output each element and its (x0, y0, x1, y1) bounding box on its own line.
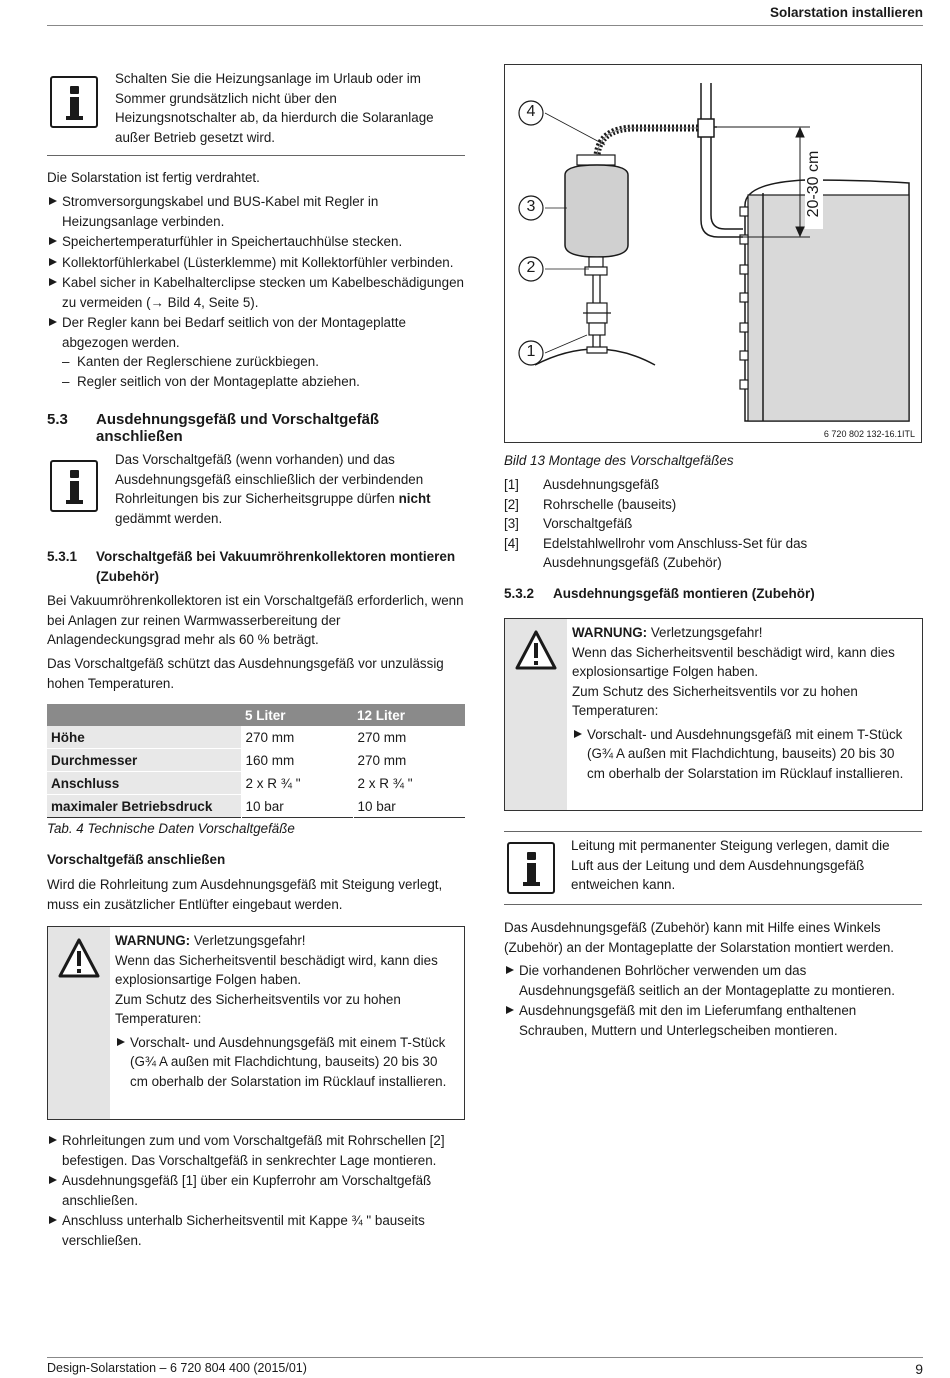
info-icon (50, 460, 98, 512)
figure-code: 6 720 802 132-16.1ITL (823, 429, 915, 439)
figure-legend (504, 475, 923, 573)
mounting-list (504, 961, 923, 1040)
list-item: Kollektorfühlerkabel (Lüsterklemme) mit Kollektorfühler verbinden. (47, 253, 465, 273)
wiring-steps-list (47, 192, 465, 391)
list-subitem: – Kanten der Reglerschiene zurückbiegen. (47, 352, 465, 372)
paragraph: Bei Vakuumröhrenkollektoren ist ein Vorschaltgefäß erforderlich, wenn bei Anlagen zur reinen Warmwasserbereitung der Anlagendeckungsgrad mehr als 60 % beträgt. (47, 593, 464, 647)
list-item: Rohrleitungen zum und vom Vorschaltgefäß mit Rohrschellen [2] befestigen. Das Vorschaltgefäß in senkrechter Lage montieren. (47, 1131, 457, 1170)
list-item: Ausdehnungsgefäß mit den im Lieferumfang enthaltenen Schrauben, Muttern und Unterlegscheiben montieren. (504, 1001, 923, 1040)
wiring-done-text: Die Solarstation ist fertig verdrahtet. (47, 170, 260, 185)
divider (47, 155, 465, 156)
callout-1: 1 (526, 343, 536, 360)
table-cell: 2 x R ¾ " (353, 772, 465, 795)
table-cell: 270 mm (353, 749, 465, 772)
table-row (47, 749, 465, 772)
warning-text: Wenn das Sicherheitsventil beschädigt wird, kann dies explosionsartige Folgen haben. (572, 644, 895, 679)
list-item: Speichertemperaturfühler in Speichertauchhülse stecken. (47, 232, 465, 252)
table-cell: 160 mm (241, 749, 353, 772)
warning-label: WARNUNG: (115, 933, 191, 948)
paragraph: Wird die Rohrleitung zum Ausdehnungsgefäß mit Steigung verlegt, muss ein zusätzlicher Entlüfter eingebaut werden. (47, 877, 443, 912)
info-text-emph: nicht (398, 491, 431, 506)
subheading-connect: Vorschaltgefäß anschließen (47, 852, 226, 867)
divider (504, 904, 922, 905)
list-subitem: – Regler seitlich von der Montageplatte abziehen. (47, 372, 465, 392)
paragraph: Das Vorschaltgefäß schützt das Ausdehnungsgefäß vor unzulässig hohen Temperaturen. (47, 656, 444, 691)
warning-triangle-icon (57, 937, 101, 979)
list-item: Stromversorgungskabel und BUS-Kabel mit Regler in Heizungsanlage verbinden. (47, 192, 465, 231)
figure-caption: Bild 13 Montage des Vorschaltgefäßes (504, 453, 734, 468)
list-item: Kabel sicher in Kabelhalterclipse stecken um Kabelbeschädigungen zu vermeiden (→ Bild 4, Seite 5). (47, 273, 465, 312)
warning-label-rest: Verletzungsgefahr! (190, 933, 306, 948)
legend-item: [2] Rohrschelle (bauseits) (504, 496, 677, 512)
table-cell: 2 x R ¾ " (241, 772, 353, 795)
warning-box (504, 618, 923, 811)
callout-4: 4 (526, 103, 536, 120)
section-5-3-title: Ausdehnungsgefäß und Vorschaltgefäß anschließen (96, 411, 380, 445)
table-cell: maximaler Betriebsdruck (47, 795, 241, 818)
list-item: Anschluss unterhalb Sicherheitsventil mit Kappe ¾ " bauseits verschließen. (47, 1211, 457, 1250)
mounting-steps-list (47, 1131, 457, 1250)
info-note-holiday: Schalten Sie die Heizungsanlage im Urlaub oder im Sommer grundsätzlich nicht über den Heizungsnotschalter ab, da hierdurch die Solaranlage außer Betrieb gesetzt wird. (115, 71, 434, 145)
info-note-slope: Leitung mit permanenter Steigung verlegen, damit die Luft aus der Leitung und dem Ausdehnungsgefäß entweichen kann. (571, 838, 890, 892)
list-item: Ausdehnungsgefäß [1] über ein Kupferrohr am Vorschaltgefäß anschließen. (47, 1171, 457, 1210)
table-cell: Anschluss (47, 772, 241, 795)
legend-item: [3] Vorschaltgefäß (504, 516, 633, 531)
header-rule (47, 25, 923, 26)
legend-item: [1] Ausdehnungsgefäß (504, 477, 660, 492)
table-cell: 10 bar (353, 795, 465, 818)
warning-text: Zum Schutz des Sicherheitsventils vor zu hohen Temperaturen: (115, 991, 401, 1026)
section-5-3-number: 5.3 (47, 411, 68, 428)
warning-label: WARNUNG: (572, 625, 648, 640)
info-text-a: Das Vorschaltgefäß (wenn vorhanden) und das Ausdehnungsgefäß einschließlich der verbindenden Rohrleitungen bis zur Sicherheitsgruppe dürfen (115, 452, 424, 506)
legend-item: [4] Edelstahlwellrohr vom Anschluss-Set für das Ausdehnungsgefäß (Zubehör) (504, 535, 808, 570)
table-row (47, 795, 465, 818)
section-5-3-1-title: Vorschaltgefäß bei Vakuumröhrenkollektoren montieren (Zubehör) (96, 549, 456, 584)
figure-13 (504, 64, 922, 443)
info-note-insulation (115, 450, 455, 528)
warning-action: Vorschalt- und Ausdehnungsgefäß mit einem T-Stück (G¾ A außen mit Flachdichtung, bauseits) 20 bis 30 cm oberhalb der Solarstation im Rücklauf installieren. (115, 1033, 456, 1092)
paragraph: Das Ausdehnungsgefäß (Zubehör) kann mit Hilfe eines Winkels (Zubehör) an der Montageplatte der Solarstation montiert werden. (504, 920, 895, 955)
info-icon (507, 842, 555, 894)
table-cell: 270 mm (241, 726, 353, 749)
warning-box (47, 926, 465, 1120)
table-cell: 270 mm (353, 726, 465, 749)
footer-doc-id: Design-Solarstation – 6 720 804 400 (2015/01) (47, 1361, 307, 1375)
list-item: Der Regler kann bei Bedarf seitlich von der Montageplatte abgezogen werden. (47, 313, 465, 352)
page-number: 9 (915, 1361, 923, 1377)
table-cell: Durchmesser (47, 749, 241, 772)
table-header (47, 704, 241, 726)
callout-3: 3 (526, 198, 536, 215)
warning-text: Wenn das Sicherheitsventil beschädigt wird, kann dies explosionsartige Folgen haben. (115, 952, 438, 987)
footer-rule (47, 1357, 923, 1358)
dimension-label: 20-30 cm (805, 139, 823, 229)
callout-2: 2 (526, 259, 536, 276)
table-caption: Tab. 4 Technische Daten Vorschaltgefäße (47, 821, 295, 836)
table-header: 12 Liter (353, 704, 465, 726)
table-row (47, 726, 465, 749)
warning-text: Zum Schutz des Sicherheitsventils vor zu hohen Temperaturen: (572, 683, 858, 718)
section-5-3-2-title: Ausdehnungsgefäß montieren (Zubehör) (553, 586, 815, 601)
table-cell: 10 bar (241, 795, 353, 818)
warning-action: Vorschalt- und Ausdehnungsgefäß mit einem T-Stück (G¾ A außen mit Flachdichtung, bauseits) 20 bis 30 cm oberhalb der Solarstation im Rücklauf installieren. (572, 725, 914, 784)
divider (504, 831, 922, 832)
section-5-3-2-number: 5.3.2 (504, 586, 535, 601)
table-row (47, 772, 465, 795)
list-item: Die vorhandenen Bohrlöcher verwenden um das Ausdehnungsgefäß seitlich an der Montageplatte zu montieren. (504, 961, 923, 1000)
warning-label-rest: Verletzungsgefahr! (647, 625, 763, 640)
info-text-c: gedämmt werden. (115, 510, 223, 526)
section-5-3-1-number: 5.3.1 (47, 549, 78, 564)
info-icon (50, 76, 98, 128)
figure-drawing (505, 65, 921, 442)
table-cell: Höhe (47, 726, 241, 749)
running-header: Solarstation installieren (769, 5, 923, 20)
warning-triangle-icon (514, 629, 558, 671)
table-header: 5 Liter (241, 704, 353, 726)
spec-table (47, 704, 465, 818)
